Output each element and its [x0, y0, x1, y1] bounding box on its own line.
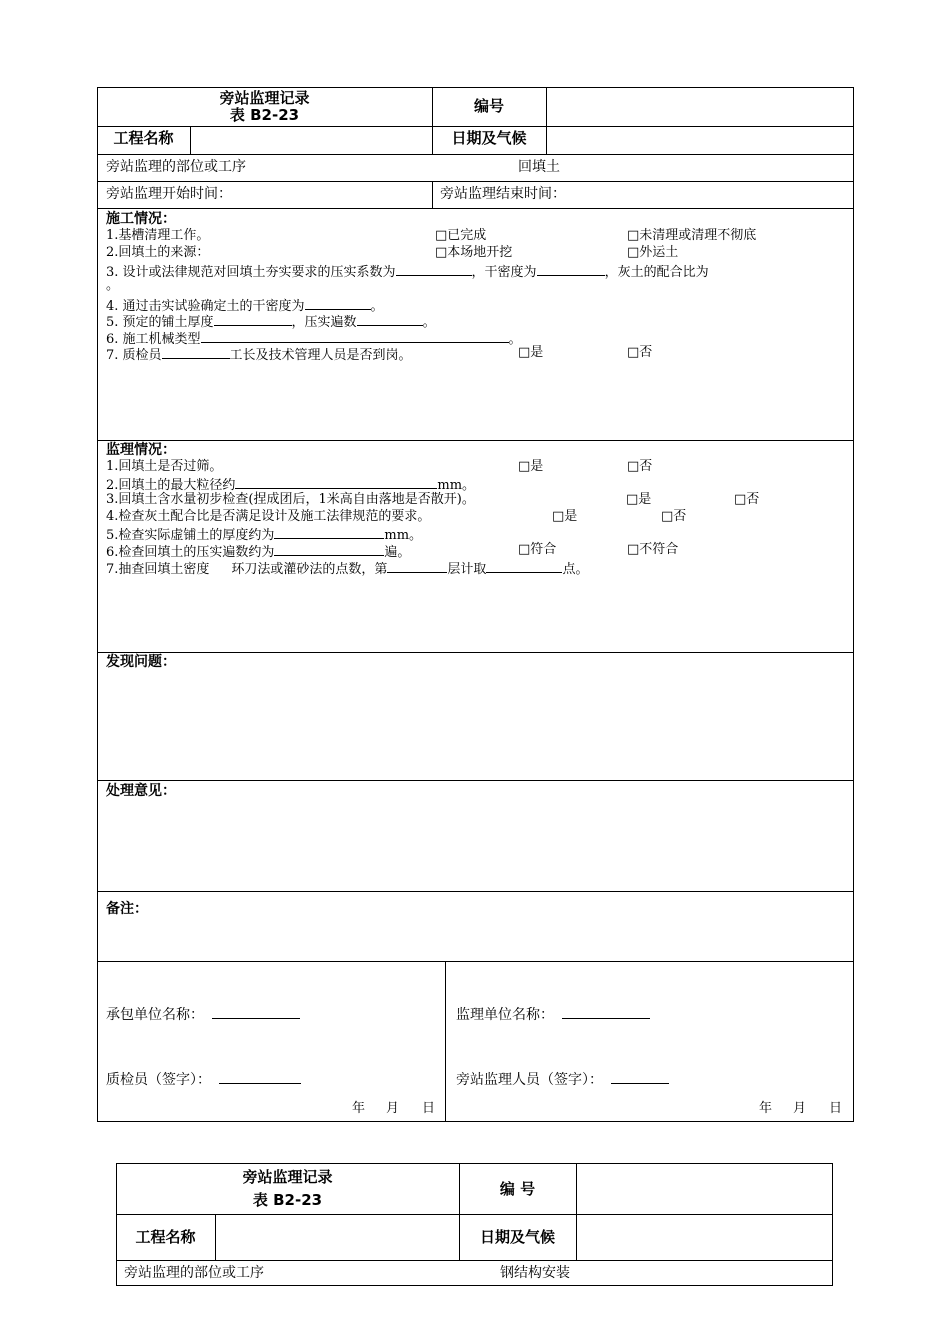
construction-line-2: 2.回填土的来源： — [106, 245, 210, 260]
right-date-year: 年 — [759, 1101, 773, 1116]
sv-line-7-text-c: 层计取 — [447, 562, 487, 577]
blank-loose-thickness[interactable] — [274, 526, 384, 539]
rule — [97, 208, 854, 209]
sv-line-7-text-b: 环刀法或灌砂法的点数，第 — [231, 562, 388, 577]
form2-date-weather-label: 日期及气候 — [479, 1228, 555, 1246]
line-4-text-a: 4. 通过击实试验确定土的干密度为 — [106, 299, 305, 314]
date-weather-label: 日期及气候 — [451, 129, 527, 147]
supervision-unit — [456, 1006, 650, 1022]
checkbox-not-cleaned[interactable]: □未清理或清理不彻底 — [627, 228, 757, 243]
rule — [97, 652, 854, 653]
supervision-line-1: 1.回填土是否过筛。 — [106, 459, 223, 474]
supervision-line-7 — [106, 560, 588, 576]
project-name-label: 工程名称 — [113, 129, 174, 147]
blank-layer-thickness[interactable] — [214, 313, 292, 326]
checkbox-mix-ratio-no[interactable]: □否 — [661, 509, 687, 524]
blank-contractor-unit[interactable] — [212, 1006, 300, 1019]
line-3-end: 。 — [106, 278, 120, 293]
inspector-signature-label: 质检员（签字）： — [106, 1072, 211, 1088]
construction-line-4 — [106, 297, 384, 313]
blank-supervision-unit[interactable] — [562, 1006, 650, 1019]
blank-dry-density[interactable] — [537, 263, 605, 276]
sv-line-6-text-a: 6.检查回填土的压实遍数约为 — [106, 545, 275, 560]
start-time-label: 旁站监理开始时间： — [106, 186, 232, 202]
number-label: 编号 — [473, 97, 504, 115]
form2-project-name-label: 工程名称 — [135, 1228, 196, 1246]
form2-subtitle: 表 B2-23 — [252, 1191, 323, 1209]
form-subtitle: 表 B2-23 — [229, 106, 300, 124]
construction-line-5 — [106, 313, 436, 329]
rule — [459, 1163, 460, 1260]
checkbox-not-conform[interactable]: □不符合 — [627, 542, 679, 557]
checkbox-imported-soil[interactable]: □外运土 — [627, 245, 679, 260]
line-3-text-a: 3. 设计或法律规范对回填土夯实要求的压实系数为 — [106, 265, 396, 280]
checkbox-sieved-no[interactable]: □否 — [627, 459, 653, 474]
supervision-line-6 — [106, 543, 410, 559]
supervision-line-5 — [106, 526, 422, 542]
sv-line-7-text-a: 7.抽查回填土密度 — [106, 562, 210, 577]
supervision-unit-label: 监理单位名称： — [456, 1007, 554, 1023]
supervisor-signature-label: 旁站监理人员（签字）： — [456, 1072, 603, 1088]
line-4-text-b: 。 — [370, 299, 384, 314]
left-date-day: 日 — [422, 1101, 436, 1116]
blank-layer-number[interactable] — [387, 560, 447, 573]
rule — [97, 891, 854, 892]
issues-heading: 发现问题： — [106, 654, 176, 670]
blank-point-count[interactable] — [486, 560, 562, 573]
line-7-text-b: 工长及技术管理人员是否到岗。 — [229, 348, 412, 363]
line-6-text-b: 。 — [508, 332, 522, 347]
part-process-value: 回填土 — [518, 159, 560, 175]
checkbox-mix-ratio-yes[interactable]: □是 — [552, 509, 578, 524]
sv-line-7-text-d: 点。 — [562, 562, 589, 577]
blank-soil-dry-density[interactable] — [305, 297, 371, 310]
rule — [97, 780, 854, 781]
supervision-line-2 — [106, 476, 475, 492]
contractor-unit — [106, 1006, 300, 1022]
line-5-text-b: ，压实遍数 — [291, 315, 357, 330]
form2-number-label: 编 号 — [499, 1180, 536, 1198]
blank-supervisor-signature[interactable] — [611, 1071, 669, 1084]
checkbox-staff-present-no[interactable]: □否 — [627, 345, 653, 360]
left-date-year: 年 — [352, 1101, 366, 1116]
form2-part-process-value: 钢结构安装 — [500, 1265, 570, 1281]
line-3-text-b: ，干密度为 — [471, 265, 537, 280]
rule — [546, 87, 547, 155]
opinion-heading: 处理意见： — [106, 783, 176, 799]
part-process-label: 旁站监理的部位或工序 — [106, 159, 246, 175]
checkbox-moisture-no[interactable]: □否 — [734, 492, 760, 507]
checkbox-moisture-yes[interactable]: □是 — [626, 492, 652, 507]
inspector-signature — [106, 1071, 301, 1087]
sv-line-5-text-a: 5.检查实际虚铺土的厚度约为 — [106, 528, 275, 543]
supervisor-signature — [456, 1071, 669, 1087]
rule — [97, 154, 854, 155]
line-5-text-a: 5. 预定的铺土厚度 — [106, 315, 214, 330]
remarks-heading: 备注： — [106, 901, 148, 917]
rule — [116, 1260, 833, 1261]
supervision-line-3: 3.回填土含水量初步检查(捏成团后，1米高自由落地是否散开)。 — [106, 492, 475, 507]
supervision-line-4: 4.检查灰土配合比是否满足设计及施工法律规范的要求。 — [106, 509, 431, 524]
construction-line-7 — [106, 346, 412, 362]
line-7-text-a: 7. 质检员 — [106, 348, 162, 363]
blank-inspector-signature[interactable] — [219, 1071, 301, 1084]
contractor-unit-label: 承包单位名称： — [106, 1007, 204, 1023]
rule — [97, 440, 854, 441]
line-3-text-c: ，灰土的配合比为 — [604, 265, 709, 280]
rule — [432, 181, 433, 208]
blank-compaction-passes[interactable] — [357, 313, 423, 326]
sv-line-6-text-b: 遍。 — [384, 545, 411, 560]
checkbox-site-excavation[interactable]: □本场地开挖 — [435, 245, 513, 260]
line-6-text-a: 6. 施工机械类型 — [106, 332, 201, 347]
construction-line-6 — [106, 330, 522, 346]
rule — [97, 181, 854, 182]
checkbox-sieved-yes[interactable]: □是 — [518, 459, 544, 474]
sv-line-2-text-b: mm。 — [437, 478, 476, 493]
blank-max-particle-size[interactable] — [235, 476, 437, 489]
rule — [190, 126, 191, 154]
checkbox-completed[interactable]: □已完成 — [435, 228, 487, 243]
right-date-day: 日 — [829, 1101, 843, 1116]
rule — [576, 1163, 577, 1260]
rule — [116, 1214, 833, 1215]
rule — [215, 1214, 216, 1260]
blank-machinery-type[interactable] — [201, 330, 509, 343]
sv-line-2-text-a: 2.回填土的最大粒径约 — [106, 478, 236, 493]
checkbox-staff-present-yes[interactable]: □是 — [518, 345, 544, 360]
rule — [97, 126, 854, 127]
blank-passes-count[interactable] — [274, 543, 384, 556]
line-5-text-c: 。 — [422, 315, 436, 330]
form2-title: 旁站监理记录 — [242, 1168, 333, 1186]
rule — [445, 961, 446, 1122]
supervision-heading: 监理情况： — [106, 442, 176, 458]
left-date-month: 月 — [386, 1101, 400, 1116]
end-time-label: 旁站监理结束时间： — [440, 186, 566, 202]
rule — [97, 961, 854, 962]
form2-part-process-label: 旁站监理的部位或工序 — [124, 1265, 264, 1281]
construction-line-3 — [106, 263, 709, 279]
checkbox-conform[interactable]: □符合 — [518, 542, 557, 557]
sv-line-5-text-b: mm。 — [384, 528, 423, 543]
blank-inspector[interactable] — [162, 346, 230, 359]
construction-heading: 施工情况： — [106, 211, 176, 227]
blank-compaction-coefficient[interactable] — [396, 263, 472, 276]
form-title: 旁站监理记录 — [219, 89, 310, 107]
right-date-month: 月 — [793, 1101, 807, 1116]
construction-line-1: 1.基槽清理工作。 — [106, 228, 210, 243]
